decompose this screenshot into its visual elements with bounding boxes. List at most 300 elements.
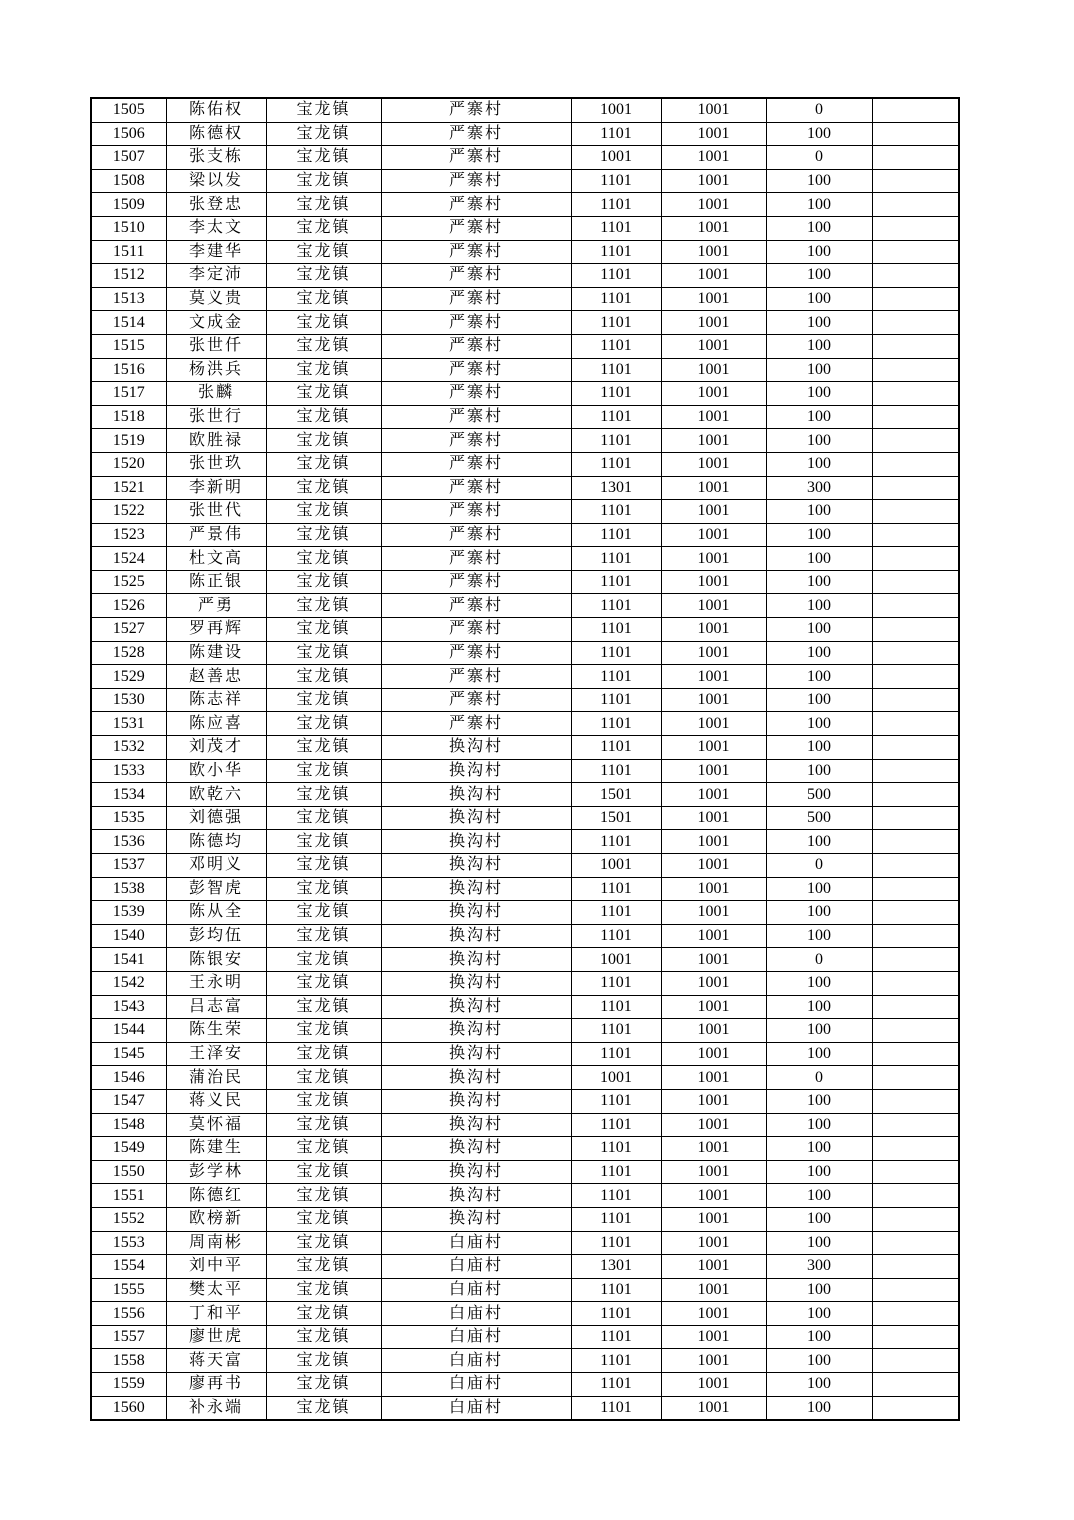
table-row — [91, 193, 959, 217]
amount-cell: 100 — [766, 429, 872, 453]
code-a-cell: 1101 — [571, 570, 661, 594]
name-cell: 李太文 — [166, 216, 266, 240]
code-a-cell: 1301 — [571, 1255, 661, 1279]
village-cell: 换沟村 — [381, 1066, 571, 1090]
town-cell: 宝龙镇 — [266, 830, 381, 854]
remark-cell — [872, 924, 959, 948]
table-row — [91, 169, 959, 193]
table-row — [91, 1302, 959, 1326]
village-cell: 白庙村 — [381, 1325, 571, 1349]
remark-cell — [872, 877, 959, 901]
name-cell: 刘德强 — [166, 806, 266, 830]
village-cell: 换沟村 — [381, 783, 571, 807]
code-b-cell: 1001 — [661, 98, 766, 122]
remark-cell — [872, 995, 959, 1019]
amount-cell: 100 — [766, 901, 872, 925]
village-cell: 白庙村 — [381, 1396, 571, 1420]
code-a-cell: 1101 — [571, 264, 661, 288]
amount-cell: 100 — [766, 1184, 872, 1208]
town-cell: 宝龙镇 — [266, 405, 381, 429]
town-cell: 宝龙镇 — [266, 264, 381, 288]
code-a-cell: 1501 — [571, 783, 661, 807]
code-b-cell: 1001 — [661, 594, 766, 618]
serial-cell: 1559 — [91, 1373, 166, 1397]
remark-cell — [872, 948, 959, 972]
serial-cell: 1556 — [91, 1302, 166, 1326]
code-b-cell: 1001 — [661, 287, 766, 311]
serial-cell: 1534 — [91, 783, 166, 807]
serial-cell: 1549 — [91, 1137, 166, 1161]
amount-cell: 100 — [766, 1019, 872, 1043]
table-row — [91, 641, 959, 665]
village-cell: 严寨村 — [381, 405, 571, 429]
code-a-cell: 1101 — [571, 712, 661, 736]
village-cell: 严寨村 — [381, 476, 571, 500]
amount-cell: 100 — [766, 382, 872, 406]
amount-cell: 100 — [766, 358, 872, 382]
name-cell: 蒲治民 — [166, 1066, 266, 1090]
name-cell: 陈德权 — [166, 122, 266, 146]
village-cell: 严寨村 — [381, 311, 571, 335]
code-b-cell: 1001 — [661, 1089, 766, 1113]
code-a-cell: 1101 — [571, 1137, 661, 1161]
remark-cell — [872, 146, 959, 170]
name-cell: 吕志富 — [166, 995, 266, 1019]
code-a-cell: 1001 — [571, 854, 661, 878]
table-row — [91, 1207, 959, 1231]
name-cell: 严勇 — [166, 594, 266, 618]
remark-cell — [872, 1231, 959, 1255]
town-cell: 宝龙镇 — [266, 1396, 381, 1420]
amount-cell: 100 — [766, 1278, 872, 1302]
name-cell: 欧乾六 — [166, 783, 266, 807]
amount-cell: 500 — [766, 783, 872, 807]
town-cell: 宝龙镇 — [266, 287, 381, 311]
town-cell: 宝龙镇 — [266, 216, 381, 240]
remark-cell — [872, 736, 959, 760]
code-a-cell: 1101 — [571, 1160, 661, 1184]
serial-cell: 1518 — [91, 405, 166, 429]
name-cell: 陈德均 — [166, 830, 266, 854]
serial-cell: 1539 — [91, 901, 166, 925]
code-b-cell: 1001 — [661, 854, 766, 878]
table-row — [91, 736, 959, 760]
town-cell: 宝龙镇 — [266, 1373, 381, 1397]
code-b-cell: 1001 — [661, 311, 766, 335]
serial-cell: 1507 — [91, 146, 166, 170]
code-a-cell: 1001 — [571, 948, 661, 972]
amount-cell: 100 — [766, 240, 872, 264]
serial-cell: 1520 — [91, 452, 166, 476]
code-b-cell: 1001 — [661, 264, 766, 288]
village-cell: 换沟村 — [381, 877, 571, 901]
amount-cell: 100 — [766, 169, 872, 193]
code-b-cell: 1001 — [661, 405, 766, 429]
code-a-cell: 1101 — [571, 429, 661, 453]
code-a-cell: 1101 — [571, 169, 661, 193]
town-cell: 宝龙镇 — [266, 806, 381, 830]
remark-cell — [872, 1349, 959, 1373]
table-row — [91, 240, 959, 264]
name-cell: 张麟 — [166, 382, 266, 406]
name-cell: 陈德红 — [166, 1184, 266, 1208]
town-cell: 宝龙镇 — [266, 877, 381, 901]
serial-cell: 1546 — [91, 1066, 166, 1090]
code-b-cell: 1001 — [661, 1066, 766, 1090]
table-row — [91, 1160, 959, 1184]
code-a-cell: 1101 — [571, 1231, 661, 1255]
serial-cell: 1552 — [91, 1207, 166, 1231]
town-cell: 宝龙镇 — [266, 311, 381, 335]
table-row — [91, 311, 959, 335]
code-b-cell: 1001 — [661, 1207, 766, 1231]
village-cell: 换沟村 — [381, 948, 571, 972]
data-table — [90, 97, 960, 1421]
name-cell: 蒋义民 — [166, 1089, 266, 1113]
name-cell: 樊太平 — [166, 1278, 266, 1302]
serial-cell: 1524 — [91, 547, 166, 571]
remark-cell — [872, 1278, 959, 1302]
code-a-cell: 1101 — [571, 641, 661, 665]
table-row — [91, 712, 959, 736]
table-row — [91, 830, 959, 854]
name-cell: 彭均伍 — [166, 924, 266, 948]
town-cell: 宝龙镇 — [266, 570, 381, 594]
serial-cell: 1544 — [91, 1019, 166, 1043]
table-row — [91, 429, 959, 453]
code-b-cell: 1001 — [661, 971, 766, 995]
table-row — [91, 1231, 959, 1255]
village-cell: 严寨村 — [381, 240, 571, 264]
code-a-cell: 1101 — [571, 1089, 661, 1113]
serial-cell: 1527 — [91, 618, 166, 642]
serial-cell: 1542 — [91, 971, 166, 995]
town-cell: 宝龙镇 — [266, 783, 381, 807]
code-b-cell: 1001 — [661, 948, 766, 972]
village-cell: 白庙村 — [381, 1349, 571, 1373]
serial-cell: 1553 — [91, 1231, 166, 1255]
remark-cell — [872, 854, 959, 878]
village-cell: 换沟村 — [381, 1160, 571, 1184]
code-a-cell: 1101 — [571, 924, 661, 948]
remark-cell — [872, 311, 959, 335]
remark-cell — [872, 547, 959, 571]
name-cell: 彭智虎 — [166, 877, 266, 901]
amount-cell: 100 — [766, 452, 872, 476]
code-b-cell: 1001 — [661, 665, 766, 689]
remark-cell — [872, 1396, 959, 1420]
amount-cell: 100 — [766, 995, 872, 1019]
serial-cell: 1531 — [91, 712, 166, 736]
code-a-cell: 1101 — [571, 334, 661, 358]
table-row — [91, 783, 959, 807]
table-row — [91, 948, 959, 972]
name-cell: 张支栋 — [166, 146, 266, 170]
remark-cell — [872, 901, 959, 925]
code-a-cell: 1101 — [571, 1349, 661, 1373]
remark-cell — [872, 1255, 959, 1279]
serial-cell: 1540 — [91, 924, 166, 948]
amount-cell: 0 — [766, 146, 872, 170]
table-row — [91, 854, 959, 878]
amount-cell: 300 — [766, 1255, 872, 1279]
table-row — [91, 594, 959, 618]
serial-cell: 1530 — [91, 688, 166, 712]
table-row — [91, 1349, 959, 1373]
amount-cell: 100 — [766, 924, 872, 948]
village-cell: 严寨村 — [381, 594, 571, 618]
code-a-cell: 1101 — [571, 1113, 661, 1137]
village-cell: 严寨村 — [381, 641, 571, 665]
code-a-cell: 1001 — [571, 1066, 661, 1090]
remark-cell — [872, 594, 959, 618]
town-cell: 宝龙镇 — [266, 712, 381, 736]
name-cell: 陈正银 — [166, 570, 266, 594]
name-cell: 彭学林 — [166, 1160, 266, 1184]
code-b-cell: 1001 — [661, 712, 766, 736]
amount-cell: 100 — [766, 759, 872, 783]
remark-cell — [872, 1184, 959, 1208]
town-cell: 宝龙镇 — [266, 1184, 381, 1208]
village-cell: 白庙村 — [381, 1255, 571, 1279]
remark-cell — [872, 405, 959, 429]
town-cell: 宝龙镇 — [266, 476, 381, 500]
amount-cell: 100 — [766, 264, 872, 288]
remark-cell — [872, 1042, 959, 1066]
village-cell: 换沟村 — [381, 806, 571, 830]
table-row — [91, 924, 959, 948]
village-cell: 白庙村 — [381, 1231, 571, 1255]
table-row — [91, 1089, 959, 1113]
town-cell: 宝龙镇 — [266, 1231, 381, 1255]
name-cell: 杨洪兵 — [166, 358, 266, 382]
code-b-cell: 1001 — [661, 500, 766, 524]
village-cell: 严寨村 — [381, 500, 571, 524]
amount-cell: 100 — [766, 1302, 872, 1326]
village-cell: 严寨村 — [381, 98, 571, 122]
code-b-cell: 1001 — [661, 618, 766, 642]
name-cell: 欧小华 — [166, 759, 266, 783]
name-cell: 丁和平 — [166, 1302, 266, 1326]
table-row — [91, 287, 959, 311]
remark-cell — [872, 523, 959, 547]
name-cell: 蒋天富 — [166, 1349, 266, 1373]
village-cell: 严寨村 — [381, 334, 571, 358]
village-cell: 换沟村 — [381, 736, 571, 760]
serial-cell: 1541 — [91, 948, 166, 972]
town-cell: 宝龙镇 — [266, 523, 381, 547]
remark-cell — [872, 1089, 959, 1113]
code-b-cell: 1001 — [661, 759, 766, 783]
amount-cell: 100 — [766, 1042, 872, 1066]
town-cell: 宝龙镇 — [266, 193, 381, 217]
town-cell: 宝龙镇 — [266, 1255, 381, 1279]
village-cell: 严寨村 — [381, 122, 571, 146]
village-cell: 换沟村 — [381, 759, 571, 783]
code-a-cell: 1101 — [571, 736, 661, 760]
serial-cell: 1525 — [91, 570, 166, 594]
code-a-cell: 1101 — [571, 358, 661, 382]
code-a-cell: 1301 — [571, 476, 661, 500]
serial-cell: 1515 — [91, 334, 166, 358]
village-cell: 严寨村 — [381, 570, 571, 594]
amount-cell: 100 — [766, 594, 872, 618]
town-cell: 宝龙镇 — [266, 618, 381, 642]
amount-cell: 100 — [766, 193, 872, 217]
code-b-cell: 1001 — [661, 901, 766, 925]
town-cell: 宝龙镇 — [266, 1019, 381, 1043]
amount-cell: 100 — [766, 830, 872, 854]
remark-cell — [872, 1137, 959, 1161]
remark-cell — [872, 641, 959, 665]
town-cell: 宝龙镇 — [266, 854, 381, 878]
serial-cell: 1514 — [91, 311, 166, 335]
code-b-cell: 1001 — [661, 334, 766, 358]
town-cell: 宝龙镇 — [266, 240, 381, 264]
table-body — [91, 98, 959, 1420]
name-cell: 刘中平 — [166, 1255, 266, 1279]
table-row — [91, 1396, 959, 1420]
name-cell: 刘茂才 — [166, 736, 266, 760]
name-cell: 补永端 — [166, 1396, 266, 1420]
town-cell: 宝龙镇 — [266, 1160, 381, 1184]
town-cell: 宝龙镇 — [266, 1325, 381, 1349]
code-a-cell: 1101 — [571, 216, 661, 240]
serial-cell: 1505 — [91, 98, 166, 122]
code-b-cell: 1001 — [661, 1302, 766, 1326]
remark-cell — [872, 287, 959, 311]
amount-cell: 0 — [766, 854, 872, 878]
code-a-cell: 1101 — [571, 688, 661, 712]
code-b-cell: 1001 — [661, 877, 766, 901]
code-b-cell: 1001 — [661, 924, 766, 948]
town-cell: 宝龙镇 — [266, 971, 381, 995]
serial-cell: 1558 — [91, 1349, 166, 1373]
serial-cell: 1548 — [91, 1113, 166, 1137]
table-row — [91, 665, 959, 689]
name-cell: 张登忠 — [166, 193, 266, 217]
village-cell: 换沟村 — [381, 1184, 571, 1208]
code-a-cell: 1101 — [571, 193, 661, 217]
village-cell: 严寨村 — [381, 618, 571, 642]
serial-cell: 1529 — [91, 665, 166, 689]
serial-cell: 1550 — [91, 1160, 166, 1184]
remark-cell — [872, 264, 959, 288]
name-cell: 廖再书 — [166, 1373, 266, 1397]
name-cell: 李定沛 — [166, 264, 266, 288]
code-b-cell: 1001 — [661, 1349, 766, 1373]
amount-cell: 100 — [766, 523, 872, 547]
serial-cell: 1512 — [91, 264, 166, 288]
village-cell: 换沟村 — [381, 1137, 571, 1161]
village-cell: 换沟村 — [381, 830, 571, 854]
code-b-cell: 1001 — [661, 830, 766, 854]
code-b-cell: 1001 — [661, 1184, 766, 1208]
name-cell: 欧胜禄 — [166, 429, 266, 453]
remark-cell — [872, 452, 959, 476]
remark-cell — [872, 1019, 959, 1043]
name-cell: 陈从全 — [166, 901, 266, 925]
town-cell: 宝龙镇 — [266, 736, 381, 760]
amount-cell: 100 — [766, 405, 872, 429]
village-cell: 换沟村 — [381, 1019, 571, 1043]
name-cell: 周南彬 — [166, 1231, 266, 1255]
code-b-cell: 1001 — [661, 1019, 766, 1043]
town-cell: 宝龙镇 — [266, 547, 381, 571]
table-row — [91, 1278, 959, 1302]
serial-cell: 1516 — [91, 358, 166, 382]
name-cell: 赵善忠 — [166, 665, 266, 689]
code-b-cell: 1001 — [661, 547, 766, 571]
town-cell: 宝龙镇 — [266, 594, 381, 618]
amount-cell: 100 — [766, 1325, 872, 1349]
name-cell: 王永明 — [166, 971, 266, 995]
code-a-cell: 1101 — [571, 1042, 661, 1066]
name-cell: 张世仟 — [166, 334, 266, 358]
village-cell: 换沟村 — [381, 854, 571, 878]
code-b-cell: 1001 — [661, 570, 766, 594]
name-cell: 廖世虎 — [166, 1325, 266, 1349]
amount-cell: 100 — [766, 334, 872, 358]
amount-cell: 0 — [766, 1066, 872, 1090]
village-cell: 严寨村 — [381, 264, 571, 288]
code-a-cell: 1101 — [571, 995, 661, 1019]
village-cell: 严寨村 — [381, 169, 571, 193]
serial-cell: 1535 — [91, 806, 166, 830]
town-cell: 宝龙镇 — [266, 382, 381, 406]
serial-cell: 1523 — [91, 523, 166, 547]
table-row — [91, 98, 959, 122]
name-cell: 陈应喜 — [166, 712, 266, 736]
serial-cell: 1509 — [91, 193, 166, 217]
table-row — [91, 547, 959, 571]
code-a-cell: 1101 — [571, 240, 661, 264]
code-a-cell: 1001 — [571, 98, 661, 122]
town-cell: 宝龙镇 — [266, 1066, 381, 1090]
village-cell: 严寨村 — [381, 688, 571, 712]
town-cell: 宝龙镇 — [266, 1042, 381, 1066]
remark-cell — [872, 618, 959, 642]
town-cell: 宝龙镇 — [266, 452, 381, 476]
code-b-cell: 1001 — [661, 169, 766, 193]
table-row — [91, 1184, 959, 1208]
table-row — [91, 877, 959, 901]
town-cell: 宝龙镇 — [266, 1089, 381, 1113]
name-cell: 严景伟 — [166, 523, 266, 547]
town-cell: 宝龙镇 — [266, 641, 381, 665]
name-cell: 梁以发 — [166, 169, 266, 193]
serial-cell: 1519 — [91, 429, 166, 453]
code-b-cell: 1001 — [661, 452, 766, 476]
code-b-cell: 1001 — [661, 1042, 766, 1066]
town-cell: 宝龙镇 — [266, 759, 381, 783]
table-row — [91, 146, 959, 170]
amount-cell: 100 — [766, 1160, 872, 1184]
town-cell: 宝龙镇 — [266, 122, 381, 146]
village-cell: 白庙村 — [381, 1278, 571, 1302]
code-b-cell: 1001 — [661, 146, 766, 170]
town-cell: 宝龙镇 — [266, 901, 381, 925]
serial-cell: 1551 — [91, 1184, 166, 1208]
code-a-cell: 1001 — [571, 146, 661, 170]
village-cell: 换沟村 — [381, 971, 571, 995]
code-a-cell: 1101 — [571, 122, 661, 146]
remark-cell — [872, 169, 959, 193]
village-cell: 换沟村 — [381, 1207, 571, 1231]
serial-cell: 1528 — [91, 641, 166, 665]
amount-cell: 100 — [766, 1396, 872, 1420]
code-a-cell: 1501 — [571, 806, 661, 830]
